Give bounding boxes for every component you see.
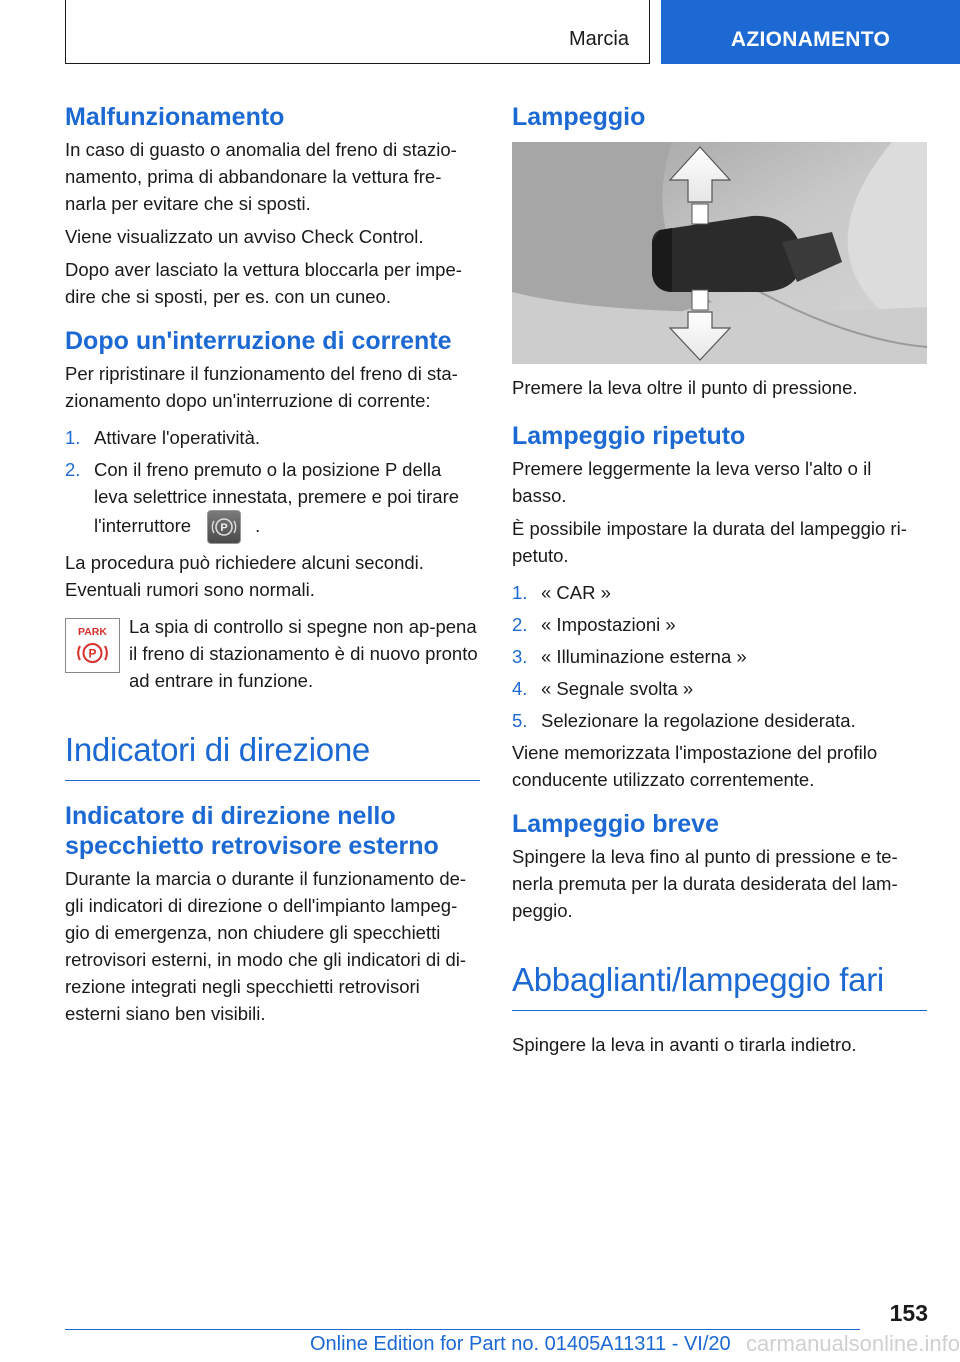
- page-number: 153: [889, 1300, 928, 1326]
- list-item: 4. « Segnale svolta »: [512, 678, 694, 699]
- list-item: 2. « Impostazioni »: [512, 614, 676, 635]
- right-column: [512, 102, 927, 1058]
- paragraph: La procedura può richiedere alcuni secondi. Eventuali rumori sono normali.: [65, 552, 424, 600]
- paragraph: È possibile impostare la durata del lampeggio ri-petuto.: [512, 518, 907, 566]
- park-warning-icon: [65, 618, 120, 673]
- heading-mirror-indicator: Indicatore di direzione nello specchietto retrovisore esterno: [65, 802, 439, 860]
- menu-path-list: [512, 579, 927, 734]
- parking-brake-switch-icon: [207, 510, 241, 544]
- heading-malfunzionamento: Malfunzionamento: [65, 103, 285, 131]
- paragraph: Durante la marcia o durante il funzionamento de-gli indicatori di direzione o dell'impianto lampeg-gio di emergenza, non chiudere gli specchietti retrovisori esterni, in modo che gli indicatori di di-rezione integrati negli specchietti retrovisori esterni siano ben visibili.: [65, 868, 467, 1024]
- paragraph: Premere leggermente la leva verso l'alto o il basso.: [512, 458, 872, 506]
- paragraph: Spingere la leva in avanti o tirarla indietro.: [512, 1034, 857, 1055]
- paragraph: Viene memorizzata l'impostazione del profilo conducente utilizzato correntemente.: [512, 742, 878, 790]
- heading-lampeggio-ripetuto: Lampeggio ripetuto: [512, 422, 746, 450]
- svg-text:PARK: PARK: [78, 626, 107, 638]
- section-title: Marcia: [568, 28, 629, 50]
- left-column: [65, 102, 480, 1027]
- svg-text:P: P: [88, 646, 97, 661]
- svg-text:P: P: [220, 522, 228, 534]
- heading-lampeggio: Lampeggio: [512, 103, 646, 131]
- watermark: carmanualsonline.info: [745, 1331, 960, 1356]
- footer-divider: [65, 1329, 860, 1330]
- turn-signal-lever-illustration: [512, 142, 927, 364]
- paragraph: In caso di guasto o anomalia del freno di stazio-namento, prima di abbandonare la vettura fre-narla per evitare che si sposti.: [65, 139, 457, 214]
- paragraph: Viene visualizzato un avviso Check Control.: [65, 226, 424, 247]
- heading-indicatori: Indicatori di direzione: [65, 730, 480, 781]
- paragraph: Dopo aver lasciato la vettura bloccarla per impe-dire che si sposti, per es. con un cuneo.: [65, 259, 462, 307]
- list-item: 1. Attivare l'operatività.: [65, 427, 260, 448]
- heading-lampeggio-breve: Lampeggio breve: [512, 810, 719, 838]
- heading-power-interruption: Dopo un'interruzione di corrente: [65, 327, 452, 355]
- indicator-note: [65, 613, 480, 694]
- steps-list: [65, 424, 480, 544]
- list-item: 2. Con il freno premuto o la posizione P della leva selettrice innestata, premere e poi tirare l'interruttore P .: [65, 456, 480, 544]
- list-item: 3. « Illuminazione esterna »: [512, 646, 747, 667]
- header-left-box: [65, 0, 650, 64]
- indicator-text: La spia di controllo si spegne non ap-pena il freno di stazionamento è di nuovo pronto ad entrare in funzione.: [129, 616, 478, 691]
- chapter-title: AZIONAMENTO: [730, 28, 891, 51]
- heading-abbaglianti: Abbaglianti/lampeggio fari: [512, 960, 927, 1011]
- list-item: 1. « CAR »: [512, 582, 611, 603]
- figure-caption: Premere la leva oltre il punto di pressione.: [512, 377, 858, 398]
- edition-note: Online Edition for Part no. 01405A11311 - VI/20: [310, 1333, 731, 1355]
- paragraph: Spingere la leva fino al punto di pressione e te-nerla premuta per la durata desiderata del lam-peggio.: [512, 846, 898, 921]
- paragraph: Per ripristinare il funzionamento del freno di sta-zionamento dopo un'interruzione di corrente:: [65, 363, 458, 411]
- list-item: 5. Selezionare la regolazione desiderata.: [512, 710, 856, 731]
- header-chapter-tab: [661, 0, 960, 64]
